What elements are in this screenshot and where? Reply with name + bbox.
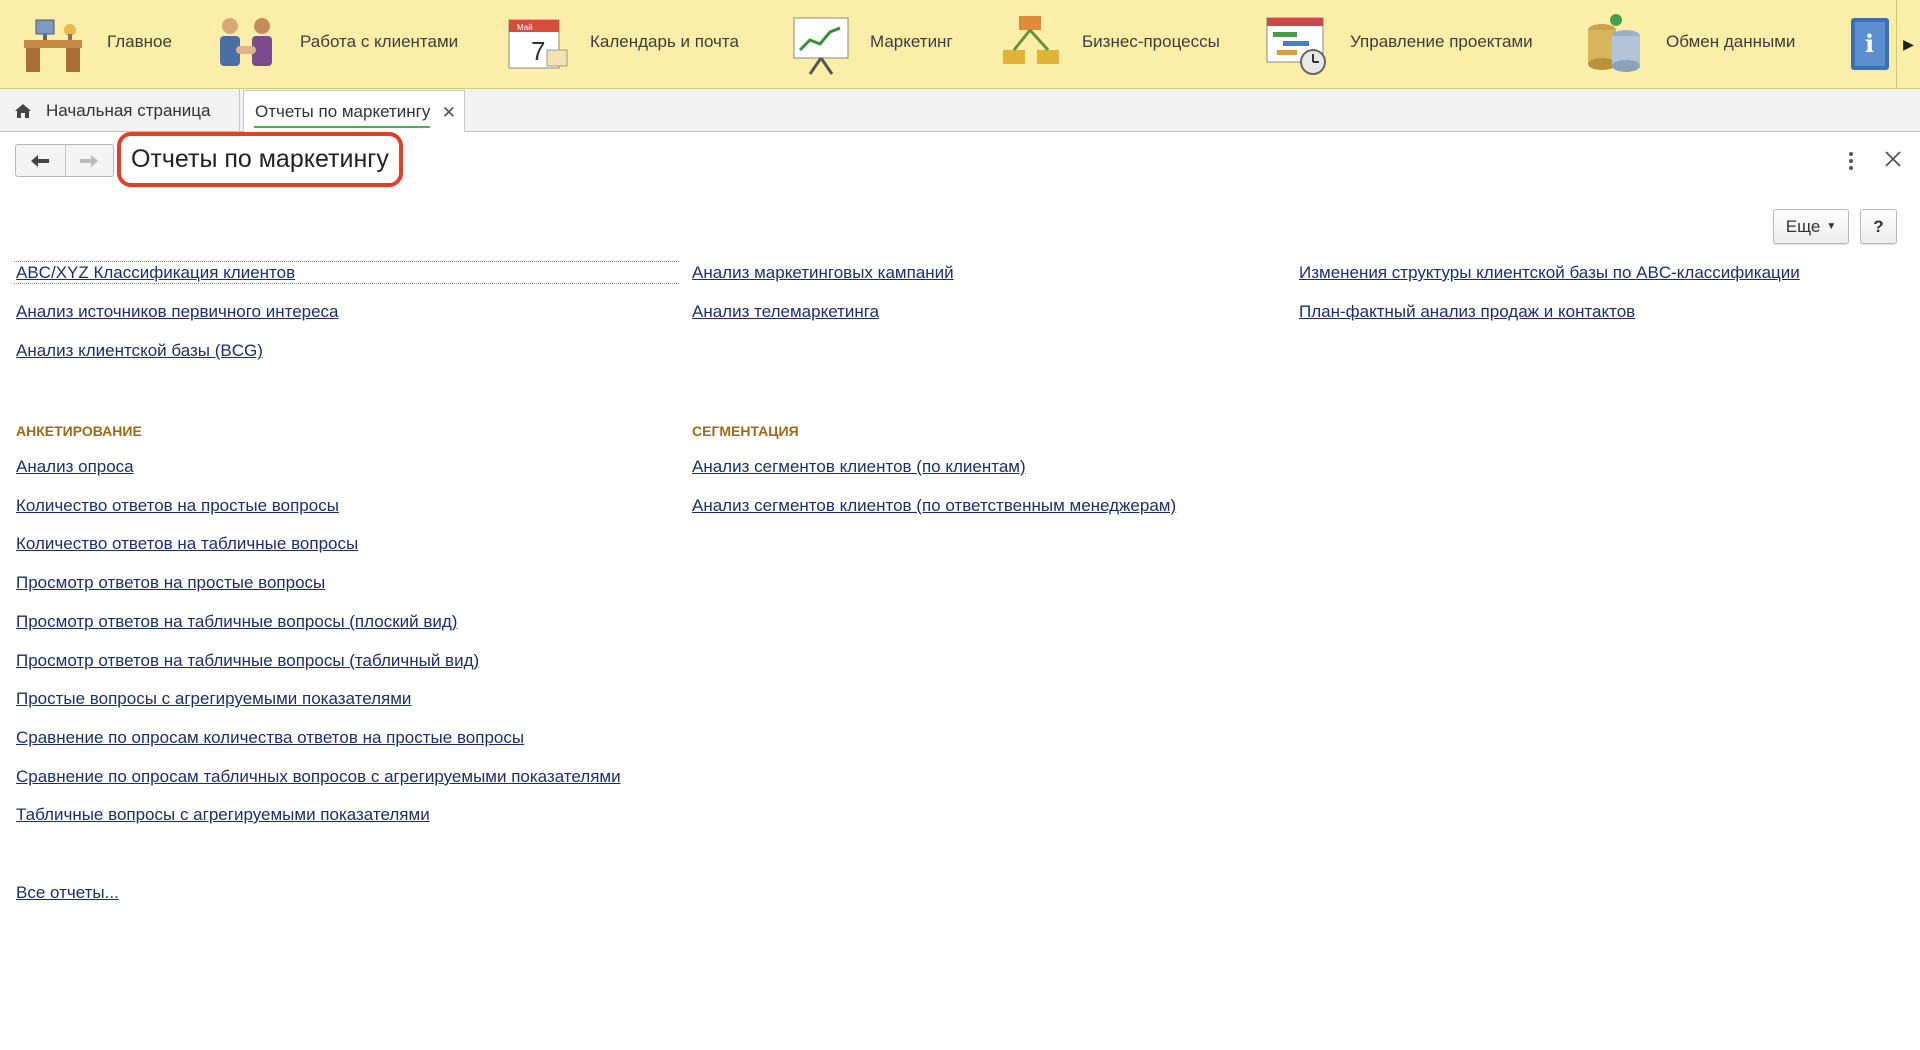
section-calendar[interactable] [503, 0, 758, 88]
back-button[interactable] [16, 145, 65, 176]
calendar-icon [503, 10, 571, 78]
section-marketing[interactable] [788, 0, 978, 88]
report-link[interactable]: Табличные вопросы с агрегируемыми показателями [16, 805, 430, 824]
report-link[interactable]: Анализ клиентской базы (BCG) [16, 341, 263, 360]
more-actions-icon[interactable] [1846, 150, 1856, 172]
home-icon [14, 102, 32, 120]
handshake-icon [212, 10, 280, 78]
report-link[interactable]: Просмотр ответов на табличные вопросы (плоский вид) [16, 612, 458, 631]
report-link[interactable]: ABC/XYZ Классификация клиентов [16, 263, 296, 282]
section-label: Календарь и почта [590, 32, 739, 51]
section-projects[interactable] [1263, 0, 1543, 88]
chart-board-icon [788, 10, 856, 78]
tab-marketing-reports[interactable] [243, 90, 465, 132]
report-link[interactable]: Количество ответов на табличные вопросы [16, 534, 359, 553]
sections-scroll-right-button[interactable] [1896, 0, 1920, 88]
report-link[interactable]: Анализ источников первичного интереса [16, 302, 339, 321]
section-label: Обмен данными [1666, 32, 1796, 51]
report-link[interactable]: Анализ телемаркетинга [692, 302, 880, 321]
section-label: Работа с клиентами [300, 32, 459, 51]
section-business-processes[interactable] [997, 0, 1237, 88]
arrow-left-icon [30, 154, 50, 168]
flowchart-icon [997, 10, 1065, 78]
section-label: Маркетинг [870, 32, 953, 51]
report-link[interactable]: Сравнение по опросам количества ответов на простые вопросы [16, 728, 525, 747]
report-link[interactable]: Сравнение по опросам табличных вопросов с агрегируемыми показателями [16, 767, 621, 786]
info-book-icon [1845, 10, 1895, 78]
section-data-exchange[interactable] [1580, 0, 1820, 88]
section-clients[interactable] [212, 0, 472, 88]
svg-text:Май: Май [517, 23, 533, 32]
all-reports-link[interactable]: Все отчеты... [16, 883, 119, 902]
close-icon[interactable]: ✕ [441, 103, 456, 122]
page-title: Отчеты по маркетингу [131, 145, 389, 173]
report-link[interactable]: Изменения структуры клиентской базы по ABC-классификации [1299, 263, 1800, 282]
active-tab-indicator [254, 126, 430, 128]
forward-button[interactable] [65, 145, 114, 176]
report-link[interactable]: Просмотр ответов на простые вопросы [16, 573, 326, 592]
group-title-surveys: АНКЕТИРОВАНИЕ [16, 423, 142, 439]
navigation-buttons [15, 144, 114, 177]
more-button-label: Еще [1785, 216, 1821, 236]
section-info[interactable] [1845, 0, 1895, 88]
tab-label: Начальная страница [46, 100, 211, 120]
section-label: Бизнес-процессы [1082, 32, 1220, 51]
report-link[interactable]: Простые вопросы с агрегируемыми показателями [16, 689, 412, 708]
tab-home[interactable] [0, 89, 240, 132]
report-link[interactable]: Просмотр ответов на табличные вопросы (табличный вид) [16, 651, 480, 670]
page-title-highlight [117, 132, 403, 187]
triangle-right-icon: ▶ [1903, 35, 1914, 52]
database-icon [1580, 10, 1648, 78]
section-label: Управление проектами [1350, 32, 1533, 51]
svg-text:i: i [1865, 29, 1875, 58]
more-button[interactable] [1773, 209, 1849, 244]
open-windows-bar [0, 89, 1920, 132]
group-title-segmentation: СЕГМЕНТАЦИЯ [692, 423, 799, 439]
report-link[interactable]: Анализ опроса [16, 457, 134, 476]
section-main[interactable] [20, 0, 190, 88]
section-label: Главное [107, 32, 172, 51]
desk-icon [20, 10, 88, 78]
caret-down-icon: ▼ [1826, 221, 1837, 232]
report-link[interactable]: Анализ сегментов клиентов (по клиентам) [692, 457, 1026, 476]
close-form-icon[interactable] [1884, 150, 1902, 168]
sections-panel [0, 0, 1920, 89]
report-link[interactable]: Анализ маркетинговых кампаний [692, 263, 954, 282]
svg-text:7: 7 [531, 36, 546, 66]
report-link[interactable]: План-фактный анализ продаж и контактов [1299, 302, 1636, 321]
help-button-label: ? [1873, 216, 1884, 236]
help-button[interactable] [1860, 209, 1897, 244]
gantt-icon [1263, 10, 1331, 78]
tab-label: Отчеты по маркетингу [255, 101, 431, 121]
report-link[interactable]: Количество ответов на простые вопросы [16, 496, 339, 515]
arrow-right-icon [79, 154, 99, 168]
report-link[interactable]: Анализ сегментов клиентов (по ответственным менеджерам) [692, 496, 1177, 515]
